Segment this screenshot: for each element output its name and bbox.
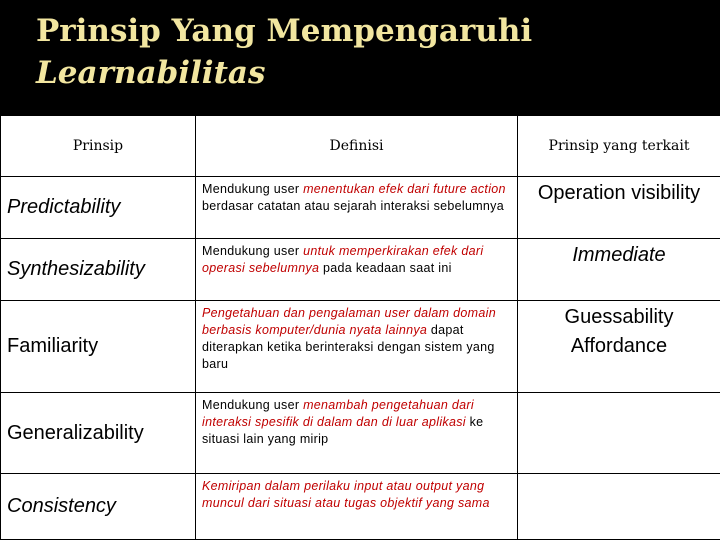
slide-title-line1: Prinsip Yang Mempengaruhi bbox=[36, 13, 533, 49]
table-row bbox=[1, 177, 720, 239]
related-principle bbox=[518, 474, 720, 540]
related-principle: Guessability Affordance bbox=[518, 301, 720, 393]
table-header-row bbox=[1, 116, 720, 177]
definition-text: berdasar catatan atau sejarah interaksi sebelumnya bbox=[202, 199, 504, 213]
principle-definition bbox=[196, 474, 518, 540]
header-prinsip-terkait: Prinsip yang terkait bbox=[518, 116, 720, 177]
slide-title bbox=[36, 10, 532, 94]
principle-definition bbox=[196, 177, 518, 239]
definition-text: Mendukung user bbox=[202, 182, 304, 196]
table-row bbox=[1, 474, 720, 540]
header-prinsip: Prinsip bbox=[1, 116, 196, 177]
definition-text: Mendukung user bbox=[202, 398, 304, 412]
table-row bbox=[1, 301, 720, 393]
table-row bbox=[1, 393, 720, 474]
definition-text: dapat diterapkan ketika berinteraksi dengan sistem yang baru bbox=[202, 323, 495, 371]
related-principle: Immediate bbox=[518, 239, 720, 301]
principle-definition bbox=[196, 393, 518, 474]
definition-highlight: menambah pengetahuan dari interaksi spesifik di dalam dan di luar aplikasi bbox=[202, 398, 474, 429]
definition-text: Mendukung user bbox=[202, 244, 304, 258]
principles-table bbox=[0, 115, 720, 540]
definition-highlight: menentukan efek dari future action bbox=[303, 182, 506, 196]
principle-name: Synthesizability bbox=[1, 239, 196, 301]
principle-name: Generalizability bbox=[1, 393, 196, 474]
related-principle: Operation visibility bbox=[518, 177, 720, 239]
table-row bbox=[1, 239, 720, 301]
principle-name: Familiarity bbox=[1, 301, 196, 393]
principle-name: Predictability bbox=[1, 177, 196, 239]
principle-definition bbox=[196, 301, 518, 393]
slide-title-line2: Learnabilitas bbox=[36, 55, 266, 91]
definition-text: ke situasi lain yang mirip bbox=[202, 415, 484, 446]
principle-definition bbox=[196, 239, 518, 301]
related-principle bbox=[518, 393, 720, 474]
principle-name: Consistency bbox=[1, 474, 196, 540]
definition-highlight: Pengetahuan dan pengalaman user dalam domain berbasis komputer/dunia nyata lainnya bbox=[202, 306, 496, 337]
definition-text: pada keadaan saat ini bbox=[319, 261, 452, 275]
definition-highlight: untuk memperkirakan efek dari operasi sebelumnya bbox=[202, 244, 484, 275]
definition-highlight: Kemiripan dalam perilaku input atau output yang muncul dari situasi atau tugas objektif yang sama bbox=[202, 479, 490, 510]
header-definisi: Definisi bbox=[196, 116, 518, 177]
title-bar bbox=[0, 0, 720, 112]
